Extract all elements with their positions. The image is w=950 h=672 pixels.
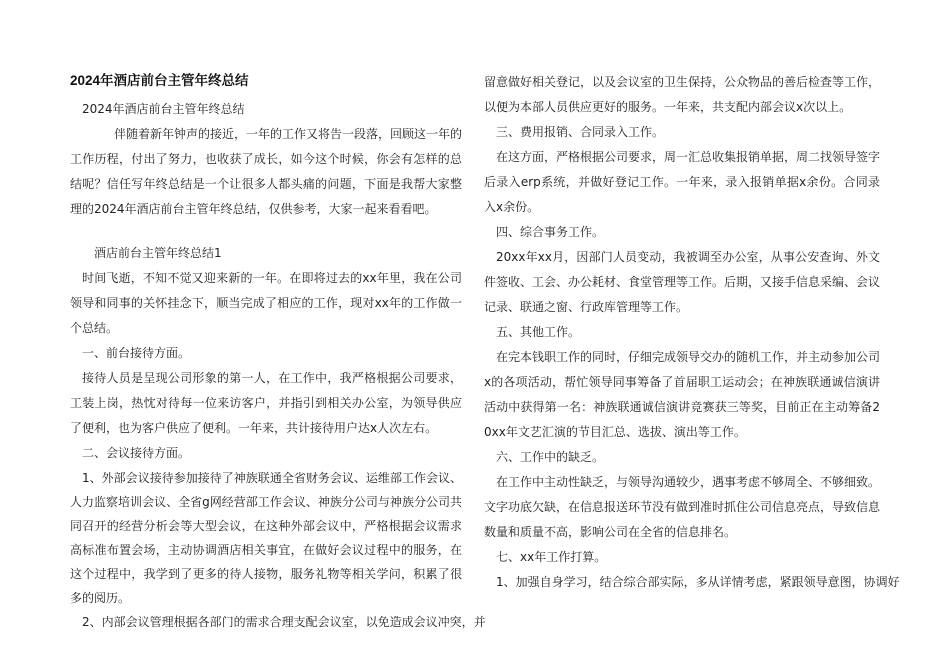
paragraph-shortcomings: 在工作中主动性缺乏，与领导沟通较少，遇事考虑不够周全、不够细致。文字功底欠缺，在信息报送环节没有做到准时抓住公司信息亮点，导致信息数量和质量不高，影响公司在全省的信息排名。 bbox=[484, 475, 881, 539]
opening-paragraph: 时间飞逝，不知不觉又迎来新的一年。在即将过去的xx年里，我在公司领导和同事的关怀挂念下，顺当完成了相应的工作，现对xx年的工作做一个总结。 bbox=[70, 271, 462, 335]
heading-general-affairs: 四、综合事务工作。 bbox=[496, 225, 605, 239]
paragraph-external-meetings: 1、外部会议接待参加接待了神族联通全省财务会议、运维部工作会议、人力监察培训会议、全省g网经营部工作会议、神族分公司与神族分公司共同召开的经营分析会等大型会议，在这种外部会议中，严格根据会议需求高标准布置会场，主动协调酒店相关事宜，在做好会议过程中的服务，在这个过程中，我学到了更多的待人接物，服务礼物等相关学问，积累了很多的阅历。 bbox=[70, 471, 462, 605]
right-column bbox=[484, 70, 900, 595]
paragraph-plans: 1、加强自身学习，结合综合部实际，多从详情考虑，紧跟领导意图，协调好 bbox=[496, 575, 900, 589]
heading-expenses: 三、费用报销、合同录入工作。 bbox=[496, 125, 665, 139]
heading-front-desk: 一、前台接待方面。 bbox=[82, 346, 191, 360]
document-title: 2024年酒店前台主管年终总结 bbox=[70, 73, 249, 88]
heading-other-work: 五、其他工作。 bbox=[496, 325, 581, 339]
heading-plans: 七、xx年工作打算。 bbox=[496, 550, 607, 564]
heading-shortcomings: 六、工作中的缺乏。 bbox=[496, 450, 605, 464]
intro-paragraph: 伴随着新年钟声的接近，一年的工作又将告一段落，回顾这一年的工作历程，付出了努力，也收获了成长，如今这个时候，你会有怎样的总结呢？信任写年终总结是一个让很多人都头痛的问题，下面是我帮大家整理的2024年酒店前台主管年终总结，仅供参考，大家一起来看看吧。 bbox=[70, 127, 463, 216]
heading-meetings: 二、会议接待方面。 bbox=[82, 446, 191, 460]
left-column bbox=[70, 70, 486, 635]
section-title: 酒店前台主管年终总结1 bbox=[94, 246, 222, 260]
document-subtitle: 2024年酒店前台主管年终总结 bbox=[82, 102, 245, 116]
paragraph-front-desk: 接待人员是呈现公司形象的第一人，在工作中，我严格根据公司要求，工装上岗，热忱对待每一位来访客户，并指引到相关办公室，为领导供应了便利，也为客户供应了便利。一年来，共计接待用户达x人次左右。 bbox=[70, 371, 462, 435]
paragraph-general-affairs: 20xx年xx月，因部门人员变动，我被调至办公室，从事公安查询、外文件签收、工会、办公耗材、食堂管理等工作。后期，又接手信息采编、会议记录、联通之窗、行政库管理等工作。 bbox=[484, 250, 881, 314]
paragraph-other-work: 在完本钱职工作的同时，仔细完成领导交办的随机工作，并主动参加公司x的各项活动，帮忙领导同事筹备了首届职工运动会；在神族联通诚信演讲活动中获得第一名：神族联通诚信演讲竞赛获三等奖，目前正在主动筹备20xx年文艺汇演的节目汇总、选拔、演出等工作。 bbox=[484, 350, 881, 439]
paragraph-expenses: 在这方面，严格根据公司要求，周一汇总收集报销单据，周二找领导签字后录入erp系统，并做好登记工作。一年来，录入报销单据x余份。合同录入x余份。 bbox=[484, 150, 881, 214]
paragraph-meetings-continued: 留意做好相关登记，以及会议室的卫生保持，公众物品的善后检查等工作，以便为本部人员供应更好的服务。一年来，共支配内部会议x次以上。 bbox=[484, 75, 881, 114]
paragraph-internal-meetings: 2、内部会议管理根据各部门的需求合理支配会议室，以免造成会议冲突，并 bbox=[82, 615, 486, 629]
